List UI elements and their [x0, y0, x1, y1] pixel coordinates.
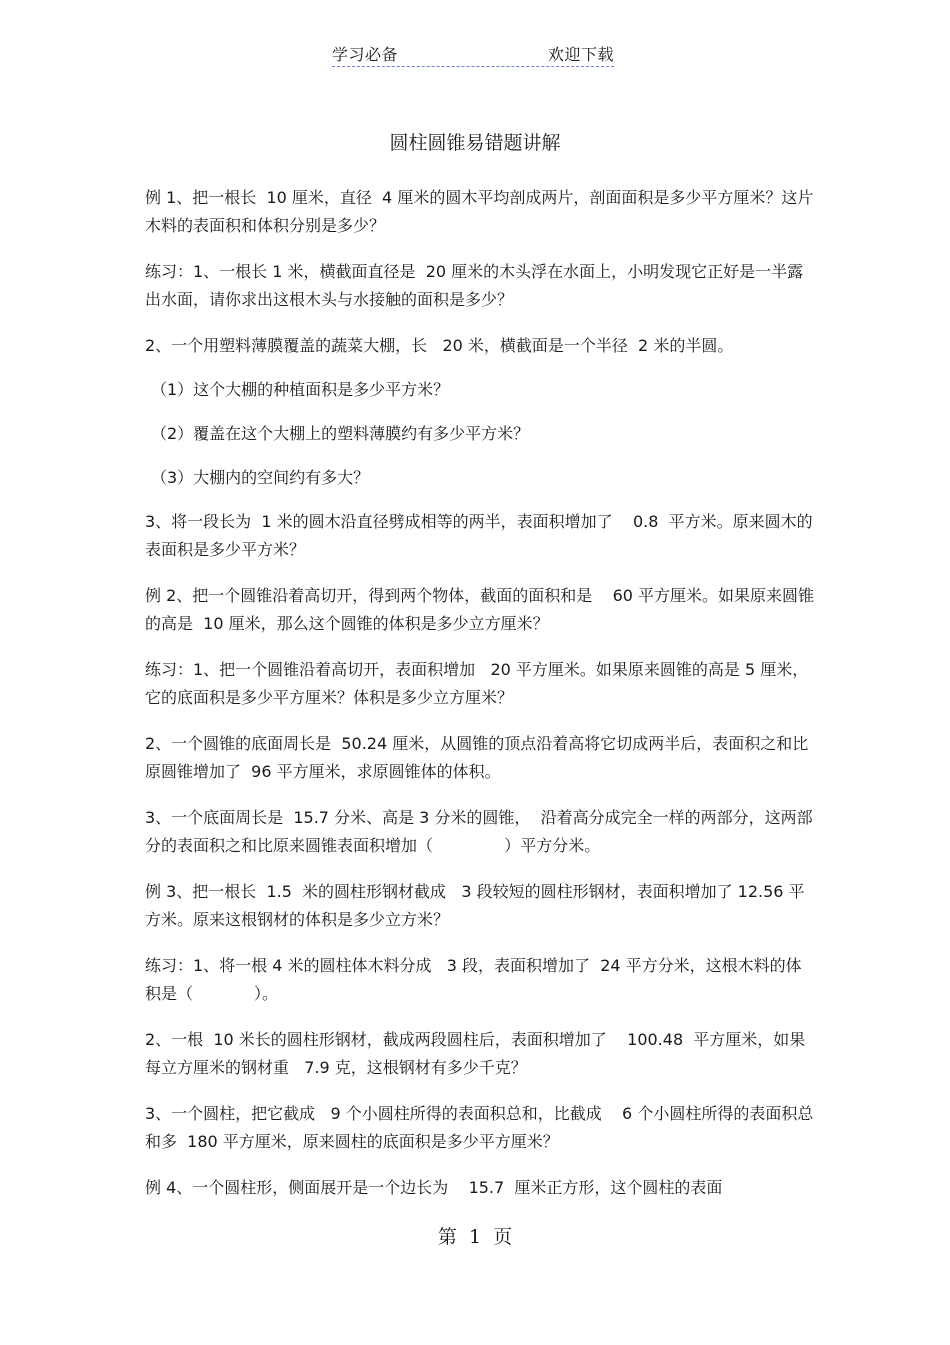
paragraph-example-3: 例 3、把一根长 1.5 米的圆柱形钢材截成 3 段较短的圆柱形钢材，表面积增加了 12.56 平方米。原来这根钢材的体积是多少立方米？ [145, 882, 805, 929]
paragraph-practice-3-3: 3、一个圆柱，把它截成 9 个小圆柱所得的表面积总和，比截成 6 个小圆柱所得的表面积总和多 180 平方厘米，原来圆柱的底面积是多少平方厘米？ [145, 1104, 814, 1151]
paragraph-practice-3-1: 练习：1、将一根 4 米的圆柱体木料分成 3 段，表面积增加了 24 平方分米，这根木料的体积是（ ）。 [145, 956, 802, 1003]
paragraph-practice-2-2: 2、一个圆锥的底面周长是 50.24 厘米，从圆锥的顶点沿着高将它切成两半后，表面积之和比原圆锥增加了 96 平方厘米，求原圆锥体的体积。 [145, 734, 809, 781]
paragraph-example-2: 例 2、把一个圆锥沿着高切开，得到两个物体，截面的面积和是 60 平方厘米。如果原来圆锥的高是 10 厘米，那么这个圆锥的体积是多少立方厘米？ [145, 586, 815, 633]
page-header [332, 42, 614, 67]
paragraph-practice-1-1: 练习：1、一根长 1 米，横截面直径是 20 厘米的木头浮在水面上，小明发现它正好是一半露出水面，请你求出这根木头与水接触的面积是多少？ [145, 262, 804, 309]
paragraph-practice-2-1: 练习：1、把一个圆锥沿着高切开，表面积增加 20 平方厘米。如果原来圆锥的高是 5 厘米，它的底面积是多少平方厘米？体积是多少立方厘米？ [145, 660, 809, 707]
header-left-text: 学习必备 [332, 45, 399, 64]
document-title: 圆柱圆锥易错题讲解 [389, 132, 561, 154]
page-number: 第 1 页 [437, 1226, 513, 1248]
paragraph-example-1: 例 1、把一根长 10 厘米，直径 4 厘米的圆木平均剖成两片，剖面面积是多少平方厘米？这片木料的表面积和体积分别是多少？ [145, 188, 814, 235]
paragraph-practice-1-3: 3、将一段长为 1 米的圆木沿直径劈成相等的两半，表面积增加了 0.8 平方米。原来圆木的表面积是多少平方米？ [145, 512, 813, 559]
paragraph-practice-3-2: 2、一根 10 米长的圆柱形钢材，截成两段圆柱后，表面积增加了 100.48 平方厘米，如果每立方厘米的钢材重 7.9 克，这根钢材有多少千克？ [145, 1030, 806, 1077]
document-body [145, 184, 815, 1220]
paragraph-practice-2-3: 3、一个底面周长是 15.7 分米、高是 3 分米的圆锥， 沿着高分成完全一样的两部分，这两部分的表面积之和比原来圆锥表面积增加（ ）平方分米。 [145, 808, 813, 855]
paragraph-sub-question-2: （2）覆盖在这个大棚上的塑料薄膜约有多少平方米？ [151, 424, 530, 443]
paragraph-practice-1-2: 2、一个用塑料薄膜覆盖的蔬菜大棚，长 20 米，横截面是一个半径 2 米的半圆。 [145, 336, 734, 355]
header-right-text: 欢迎下载 [547, 45, 614, 64]
paragraph-example-4: 例 4、一个圆柱形，侧面展开是一个边长为 15.7 厘米正方形，这个圆柱的表面 [145, 1178, 723, 1197]
paragraph-sub-question-3: （3）大棚内的空间约有多大？ [151, 468, 370, 487]
paragraph-sub-question-1: （1）这个大棚的种植面积是多少平方米？ [151, 380, 450, 399]
